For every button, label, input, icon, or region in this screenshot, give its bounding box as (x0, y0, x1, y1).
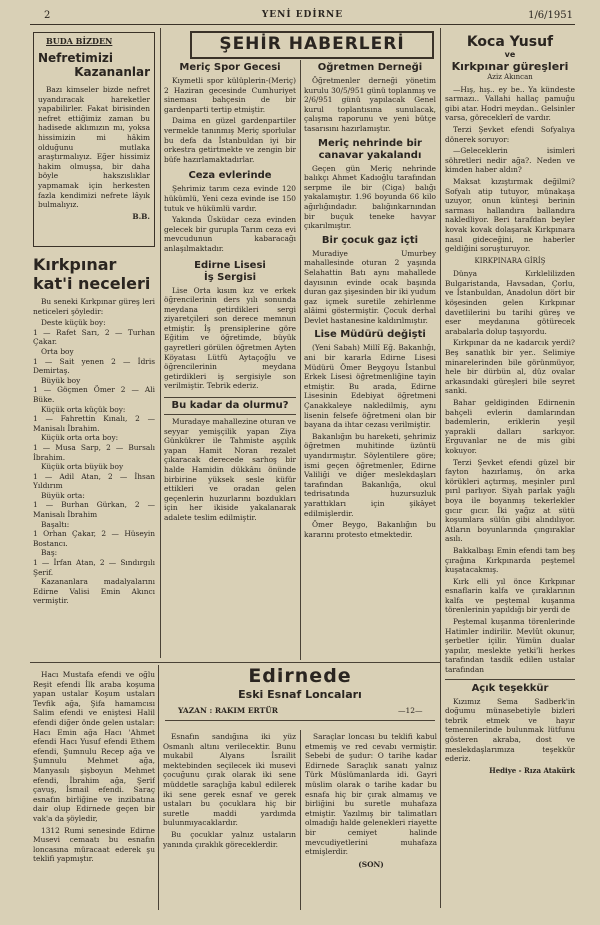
koca-body-6: Kırkpınar da ne kadarcık yerdi? Beş sanatlık bir yer.. Selimiye minarelerinden bile görünmüyor, hele bir dürbün al, düz ovalar arkasındaki güreşleri bile seyret sanki. (445, 338, 575, 396)
gaz-title: Bir çocuk gaz içti (321, 234, 419, 246)
nefret-title-1: Nefretimizi (38, 51, 114, 65)
kirkpinar-result-line: 1 Orhan Çakar, 2 — Hüseyin Bostancı. (33, 529, 155, 548)
esnaf-subtitle: Eski Esnaf Loncaları (238, 688, 362, 701)
mudur-body-1: (Yeni Sabah) Millî Eğ. Bakanlığı, ani bir kararla Edirne Lisesi Müdürü Ömer Beygoyu İstanbul Erkek Lisesi öğretmenliğine tayin etmiştir. Bu arada, Edirne Lisesinin Edebiyat öğretmeni Çanakkaleye nakledilmiş, aynı lisenin felsefe öğretmeni olan bir bayana da ihtar cezası verilmiştir. (304, 343, 436, 430)
esnaf-mid-body: Esnafın sandığına iki yüz Osmanlı altını verilecektir. Bunu mukabil Alyans İsrailit mektebinden seçilecek iki musevi çocuğunu çırak olarak iki sene müddetle saraçlığa kabul edilerek iki sene gerek esnaf ve gerek ustaları bu çocuklara hiç bir suretle maddi yardımda bulunmıyacaklardır. (163, 732, 296, 828)
koca-title-1: Koca Yusuf (466, 34, 554, 50)
esnaf-end: (SON) (358, 859, 384, 869)
kirkpinar-title-1: Kırkpınar (33, 255, 117, 274)
esnaf-middle-column (163, 732, 296, 910)
page-number: 2 (44, 10, 51, 21)
column-rule (160, 28, 161, 658)
kirkpinar-result-line: 1 — Musa Sarp, 2 — Bursalı İbrahim. (33, 442, 155, 462)
koca-body-8: Terzi Şevket efendi güzel bir fayton hazırlamış, ön arka körükleri açtırmış, meşinler pırıl pırıl parlıyor. Siyah parlak yağlı boya ile boyanmış tekerlekler gıcır gıcır. İki yağız at sütü koşumlara sülün gibi alındılıyor. Atların boyunlarında çıngıraklar asılı. (445, 457, 575, 544)
column-rule (440, 28, 441, 908)
tesekkur-body: Kızımız Sema Sadberk'in doğumu münasebetiyle bizleri tebrik etmek ve hayır temennilerinde bulunmak lütfunu gösteren akraba, dost ve meslekdaşlarımıza teşekkür ederiz. (445, 696, 575, 764)
tesekkur-title: Açık teşekkür (445, 679, 575, 695)
ogretmen-body: Öğretmenler derneği yönetim kurulu 30/5/951 günü toplanmış ve 2/6/951 günü yapılacak Genel kurul toplantısına sunulacak, çalışma raporunu ve yeni bütçe tasarısını hazırlamıştır. (304, 76, 436, 133)
koca-yusuf-column (445, 34, 575, 909)
nefret-title-2: Kazananlar (74, 65, 150, 79)
mudur-body-2: Bakanlığın bu hareketi, şehrimiz öğretmen muhitinde üzüntü uyandırmıştır. Söylentilere göre; ismi geçen öğretmenler, Edirne Valiliği ve diğer meslekdaşları tarafından Bakanlığa, okul tedrisatında huzursuzluk yarattıkları için şikâyet edilmişlerdir. (304, 431, 436, 518)
lise-body: Lise Orta kısım kız ve erkek öğrencilerinin ders yılı sonunda meydana getirdikleri sergi ziyaretçileri son derece memnun etmiştir. İş prensiplerine göre Eğitim ve öğretimde, büyük gayretleri görülen öğretmen Ayten Köyatası Lütfü Aytaçoğlu ve öğrencilerinin meydana getirdikleri iş sergisiyle son verilmiştir. Tebrik ederiz. (164, 285, 296, 391)
tesekkur-signature: Hediye - Rıza Atakürk (489, 765, 575, 775)
koca-body-3: —Geleceklerin isimleri söhretleri nedir ağa?. Neden ve kimden haber aldın? (445, 146, 575, 175)
esnaf-rule (165, 720, 435, 721)
koca-title-2: ve (504, 50, 516, 59)
sehir-column-left (164, 62, 296, 657)
koca-body-10: Kırk elli yıl önce Kırkpınar esnaflarin kalfa ve çıraklarının kalfa ve peştemal kuşanma törenlerinin yapıldığı bir yerdi de (445, 576, 575, 615)
mudur-title: Lise Müdürü değişti (314, 329, 426, 341)
kirkpinar-result-line: Orta boy (41, 346, 74, 356)
kirkpinar-result-line: 1 — İrfan Atan, 2 — Sındırgılı Şerif. (33, 558, 155, 577)
kirkpinar-result-line: 1 — Göçmen Ömer 2 — Ali Büke. (33, 385, 155, 404)
kirkpinar-result-line: Küçük orta küçük boy: (41, 404, 126, 414)
kirkpinar-result-line: 1 — Adil Atan, 2 — İhsan Yıldırım (33, 471, 155, 491)
esnaf-title: Edirnede (248, 665, 352, 687)
issue-date: 1/6/1951 (528, 10, 573, 21)
bu-kadar-body: Muradaye mahallezine oturan ve seyyar yemişçilik yapan Ziya Günkükrer ile Tahmiste aşçılık yapan Hamit Noran rezalet çıkaracak derecede sarhoş bir halde Hamidin dükkânı önünde birbirine yüksek sesle küfür ettikleri ve oradan gelen geçenlerin huzurlarını bozdukları için her ikiside yakalanarak adalete teslim edilmiştir. (164, 417, 296, 522)
esnaf-mid-body-2: Bu çocuklar yalnız ustaların yanında çıraklık göreceklerdir. (163, 829, 296, 849)
kirkpinar-result-line: 1 — Rafet Sarı, 2 — Turhan Çakar. (33, 327, 155, 347)
esnaf-right-column (305, 732, 437, 910)
bu-kadar-title: Bu kadar da olurmu? (164, 397, 296, 415)
kirkpinar-result-line: 1 — Fahrettin Kınalı, 2 — Manisalı İbrahim. (33, 414, 155, 433)
kirkpinar-result-line: Baş: (41, 548, 58, 558)
koca-author: Aziz Akıncan (487, 73, 533, 81)
masthead: YENİ EDİRNE (261, 10, 344, 20)
column-rule (300, 60, 301, 660)
kirkpinar-results-list (33, 318, 155, 606)
esnaf-right-body: Saraçlar loncası bu teklifi kabul etmemiş ve red cevabı vermiştir. Sebebi de şudur: O tarihe kadar Edirnede Saraçlık sanatı yalnız Türk Müslümanlarda idi. Gayri müslim olarak o tarihe kadar bu esnafa hiç bir çırak almamış ve birliğini bu suretle muhafaza etmiştir. Yazılmış bir talimatları olmadığı halde gelenekleri riayette bir cemiyet halinde mevcudiyetlerini muhafaza etmişlerdir. (305, 732, 437, 857)
koca-body-7: Bahar geldiginden Edirnenin bahçeli evlerin damlarından bademlerin, eriklerin yeşil yaprakli dalları sarkıyor. Erguvanlar ne de mis gibi kokuyor. (445, 398, 575, 455)
meric-title: Meriç Spor Gecesi (179, 62, 281, 73)
canavar-title-1: Meriç nehrinde bir (318, 137, 422, 149)
koca-body-5: Dünya Kırklelilizden Bulgaristanda, Havsadan, Çorlu, ve İstanbuldan, Anadolun dört bir köşesinden gelen Kırkpınar davetlilerini bu tarihi güreş ve eser meydanına götürecek arabalarla dolup taşıyordu. (445, 269, 575, 336)
column-rule (300, 730, 301, 910)
lise-title-1: Edirne Lisesi (194, 259, 266, 271)
kirkpinar-result-line: Küçük orta orta boy: (41, 433, 119, 443)
lise-title-2: İş Sergisi (203, 271, 257, 283)
buda-bizden-kicker: BUDA BİZDEN (46, 36, 113, 46)
koca-body-4: Maksat kızıştırmak değilmi? Sofyalı atip tutuyor, münakaşa uzuyor, onun künteşi berinin sarması hallandıra ballandıra nakledliyor. Beri tarafdan beyler kovak kovak dolaşarak Kırkpınara nasıl gideceğini, ne haberler geldiğini soruşturuyor. (445, 176, 575, 254)
canavar-title-2: canavar yakalandı (318, 149, 422, 161)
meric-body-1: Kıymetli spor külüplerin-(Meriç) 2 Haziran gecesinde Cumhuriyet sineması bahçesin de bir gardenparti tertip etmiştir. (164, 76, 296, 114)
kirkpinar-title-2: kat'i neceleri (33, 274, 151, 293)
nefret-body: Bazı kimseler bizde nefret uyandıracak hareketler yapabilirler. Fakat birisinden nefret ettiğimiz zaman bu hadisede aklımızın mı, yoksa hissimizin mi hâkim olduğunu mutlaka araştırmalıyız. Eğer hissimiz hakim olmuşsa, bir daha böyle hakszıslıklar yapmamak için herkesten fazla kendimizi nefrete lâyık bulmalıyız. (38, 85, 150, 210)
kirkpinar-intro: Bu seneki Kırkpınar güreş leri neticeleri şöyledir: (33, 297, 155, 316)
kirkpinara-giris-title: KIRKPINARA GİRİŞ (474, 256, 546, 265)
koca-body-11: Peştemal kuşanma törenlerinde Hatimler indirilir. Mevlût okunur, şerbetler içilir. Yümün dualar yapılır, meslekte yetki'li herkes tarafından tasdik edilen ustalar tarafından (445, 617, 575, 675)
gaz-body: Muradiye Umurbey mahallesinde oturan 2 yaşında Selahattin Batı aynı mahallede dayısının evinde ocak başında duran gaz şişesinden bir iki yudum gaz içmek suretile zehirlenme alâimi göstermiştir. Çocuk derhal Devlet hastanesine kaldırılmıştır. (304, 248, 436, 325)
meric-body-2: Daima en güzel gardenpartiler vermekle tanınmış Meriç sporlular bu defa da İstanbuldan iyi bir orkestra getirtmekte ve zengin bir büfe hazırlamaktadırlar. (164, 116, 296, 164)
kirkpinar-result-line: 1 — Sait yenen 2 — İdris Demirtaş. (33, 356, 155, 376)
kirkpinar-result-line: Büyük orta: (41, 490, 85, 500)
canavar-body: Geçen gün Meriç nehrinde balıkçı Ahmet Kadıoğlu tarafından serpme ile bir (Ciga) balığı yakalamıştır. 1.96 boyunda 66 kilo ağırlığındadır. balığınkarnından bir buçuk teneke havyar çıkarılmıştır. (304, 163, 436, 231)
ceza-body-2: Yakında Üsküdar ceza evinden gelecek bir gurupla Tarım ceza evi mevcudunun kabaracağı anlaşılmaktadır. (164, 215, 296, 253)
esnaf-author: YAZAN : RAKIM ERTÜR (178, 706, 278, 715)
kirkpinar-result-line: Küçük orta büyük boy (41, 462, 124, 472)
ceza-title: Ceza evlerinde (188, 170, 272, 182)
kirkpinar-result-line: 1 — Burhan Gürkan, 2 — Manisalı İbrahim (33, 500, 155, 520)
ceza-body-1: Şehrimiz tarım ceza evinde 120 hükümlü, Yeni ceza evinde ise 150 tutuk ve hükümlü vardır. (164, 184, 296, 213)
esnaf-left-column (33, 670, 155, 910)
kirkpinar-result-line: Kazananlara madalyalarını Edirne Valisi Emin Akıncı vermiştir. (33, 577, 155, 606)
section-rule (30, 662, 440, 663)
esnaf-left-body-2: 1312 Rumi senesinde Edirne Musevi cemaatı bu esnafın loncasına müracaat ederek şu teklifi yapmıştır. (33, 825, 155, 864)
koca-body-9: Bakkalbaşı Emin efendi tam beş çırağına Kırkpınarda peştemel kuşatacakmış. (445, 545, 575, 575)
column-rule (158, 665, 159, 910)
page-header (30, 8, 575, 25)
ogretmen-title: Öğretmen Derneği (317, 62, 423, 73)
nefret-signature: B.B. (132, 211, 150, 221)
esnaf-part-number: —12— (398, 706, 423, 715)
koca-title-3: Kırkpınar güreşleri (451, 60, 569, 73)
kirkpinar-article (33, 255, 155, 655)
kirkpinar-result-line: Büyük boy (41, 375, 81, 385)
esnaf-left-body: Hacı Mustafa efendi ve oğlu Reşit efendi İlk araba koşuma yapan ustalar Koşum ustaları Tevfik ağa, Şifa hamamcısı Salim efendi ve eniştesi Halil efendi diğer önde gelen ustalar: Hacı Emin ağa Hacı 'Ahmet efendi Hacı Yusuf efendi Ethem efendi, Şumnulu Recep ağa ve Şumnulu Mehmet ağa, Manyasılı şişboyun Mehmet efendi, İbrahim ağa, Şerif çavuş, İsmail efendi. Saraç esnafın birliğine ve inzibatına dair olup Edirnede geçen bir vak'a da şöyledir, (33, 670, 155, 823)
buda-bizden-article (38, 51, 150, 221)
kirkpinar-result-line: Deste küçük boy: (41, 318, 106, 328)
koca-body-2: Terzi Şevket efendi Sofyalıya dönerek soruyor: (445, 124, 575, 144)
sehir-banner: ŞEHİR HABERLERİ (219, 34, 405, 54)
mudur-body-3: Ömer Beygo, Bakanlığın bu kararını protesto etmektedir. (304, 520, 436, 539)
sehir-column-right (304, 62, 436, 657)
kirkpinar-result-line: Başaltı: (41, 519, 70, 529)
koca-body-1: —Hış, hış.. ey be.. Ya kündeste sarmazı.. Vallahi hallaç pamuğu gibi atar. Hodri meydan.. Gelsinler varsa, göreceklerî de vardır. (445, 84, 575, 123)
